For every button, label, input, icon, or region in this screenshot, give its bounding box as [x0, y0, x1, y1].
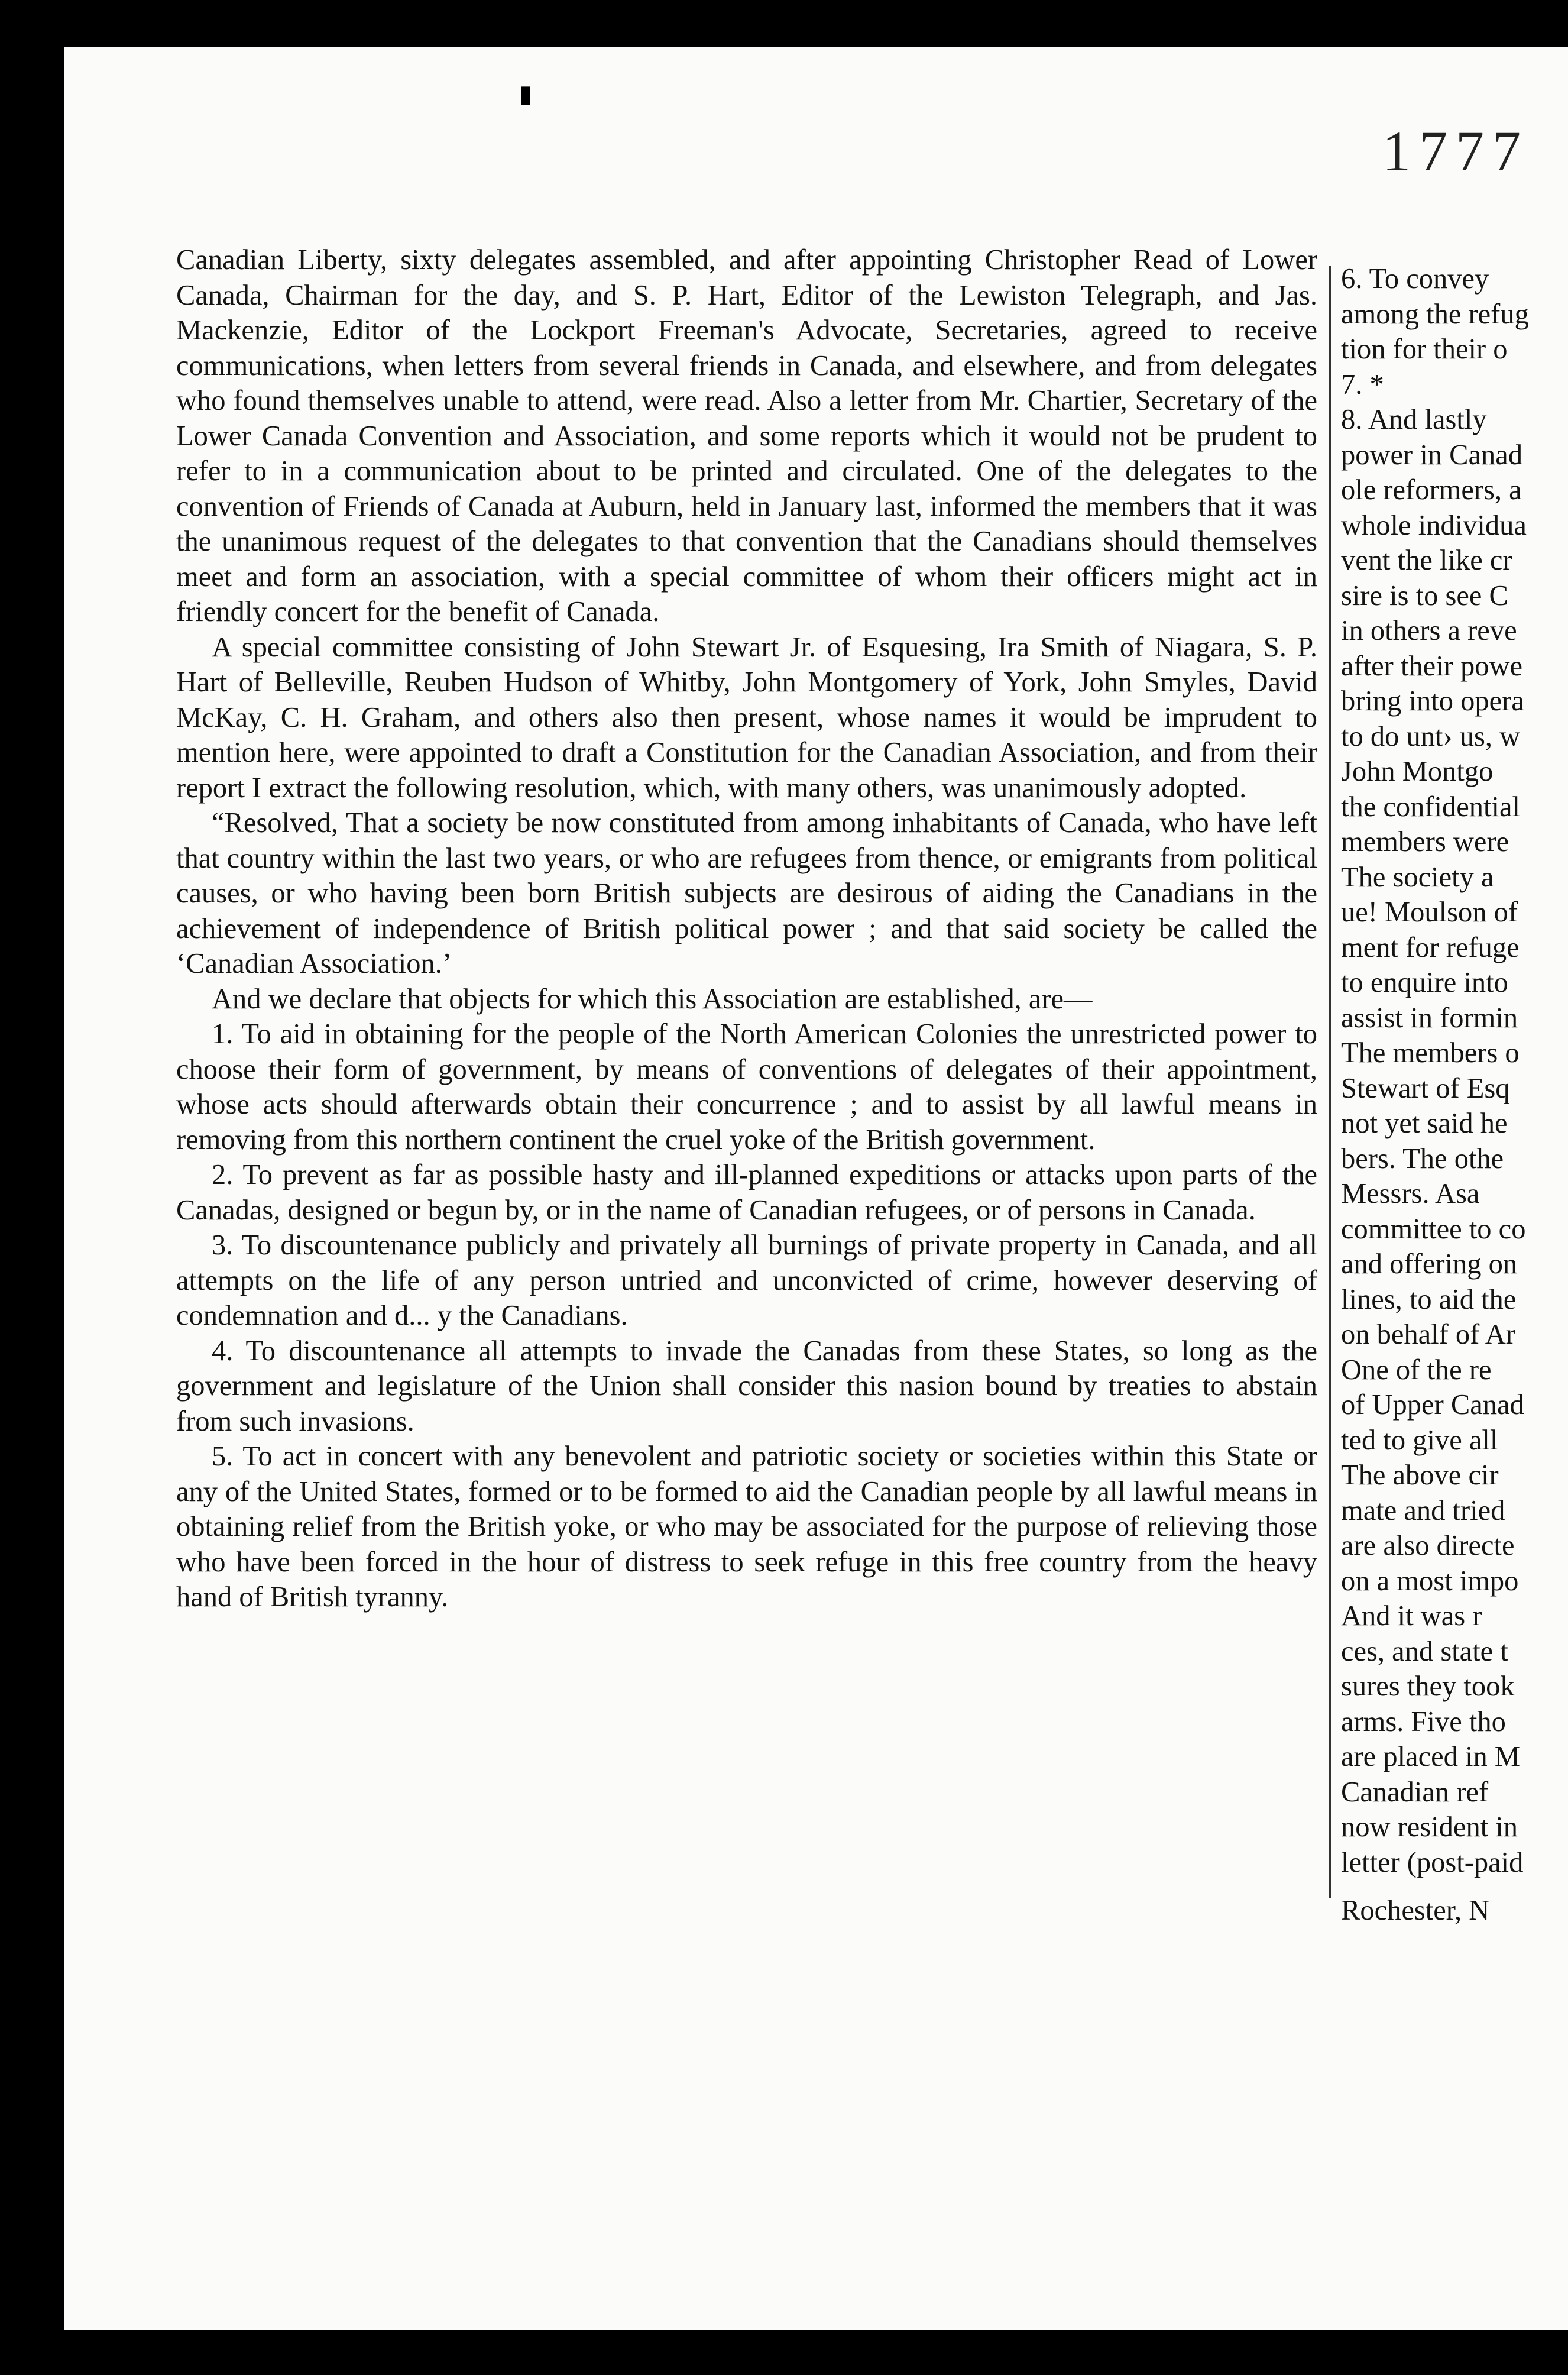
right-line: One of the re: [1341, 1354, 1492, 1386]
paragraph-intro: Canadian Liberty, sixty delegates assembled, and after appointing Christopher Read of Lower Canada, Chairman for the day, and S. P. Hart, Editor of the Lewiston Telegraph, and Jas. Mackenzie, Editor of the Lockport Freeman's Advocate, Secretaries, agreed to receive communications, when letters from several friends in Canada, and elsewhere, and from delegates who found themselves unable to attend, were read. Also a letter from Mr. Chartier, Secretary of the Lower Canada Convention and Association, and some reports which it would not be prudent to refer to in a communication about to be printed and circulated. One of the delegates to the convention of Friends of Canada at Auburn, held in January last, informed the members that it was the unanimous request of the delegates to that convention that the Canadians should themselves meet and form an association, with a special committee of whom their officers might act in friendly concert for the benefit of Canada.: [176, 244, 1317, 627]
right-line: whole individua: [1341, 509, 1527, 541]
column-divider: [1329, 266, 1331, 1898]
right-line: bring into opera: [1341, 685, 1524, 717]
right-line: assist in formin: [1341, 1002, 1518, 1034]
right-line: John Montgo: [1341, 756, 1494, 787]
paragraph-object-3: 3. To discountenance publicly and privately all burnings of private property in Canada, and all attempts on the life of any person untried and unconvicted of crime, however deserving of condemnation and d... y the Canadians.: [176, 1229, 1317, 1331]
right-line: Messrs. Asa: [1341, 1178, 1480, 1209]
paragraph-object-4: 4. To discountenance all attempts to invade the Canadas from these States, so long as the government and legislature of the Union shall consider this nasion bound by treaties to abstain from such invasions.: [176, 1335, 1317, 1437]
right-line: 6. To convey: [1341, 263, 1489, 295]
right-line: Canadian ref: [1341, 1776, 1489, 1808]
right-line: are placed in M: [1341, 1741, 1520, 1772]
paragraph-declaration: And we declare that objects for which this Association are established, are—: [212, 983, 1093, 1015]
right-line: the confidential: [1341, 791, 1521, 823]
paragraph-resolution: “Resolved, That a society be now constituted from among inhabitants of Canada, who have left that country within the last two years, or who are refugees from thence, or emigrants from political causes, or who having been born British subjects are desirous of aiding the Canadians in the achievement of independence of British political power ; and that said society be called the ‘Canadian Association.’: [176, 807, 1317, 979]
right-line: ces, and state t: [1341, 1635, 1508, 1667]
right-line: to enquire into: [1341, 967, 1508, 998]
right-line: on a most impo: [1341, 1565, 1519, 1597]
right-line-signature: Rochester, N: [1341, 1895, 1490, 1926]
line-gap: [1341, 1880, 1568, 1893]
right-line: on behalf of Ar: [1341, 1319, 1515, 1350]
right-line: The members o: [1341, 1037, 1520, 1069]
right-line: now resident in: [1341, 1811, 1518, 1843]
right-line: members were: [1341, 826, 1509, 858]
right-line: The society a: [1341, 861, 1494, 893]
scan-border-bottom: [0, 2330, 1568, 2375]
paragraph-object-1: 1. To aid in obtaining for the people of the North American Colonies the unrestricted power to choose their form of government, by means of conventions of delegates of their appointment, whose acts should afterwards obtain their concurrence ; and to assist by all lawful means in removing from this northern continent the cruel yoke of the British government.: [176, 1018, 1317, 1156]
right-column: [1341, 261, 1568, 1929]
right-line: letter (post-paid: [1341, 1846, 1524, 1878]
right-line: mate and tried: [1341, 1494, 1505, 1526]
right-line: sures they took: [1341, 1671, 1515, 1702]
right-line: ue! Moulson of: [1341, 897, 1518, 928]
paragraph-object-5: 5. To act in concert with any benevolent and patriotic society or societies within this State or any of the United States, formed or to be formed to aid the Canadian people by all lawful means in obtaining relief from the British yoke, or who may be associated for the purpose of relieving those who have been forced in the hour of distress to seek refuge in this free country from the heavy hand of British tyranny.: [176, 1441, 1317, 1613]
left-column: [176, 242, 1317, 1615]
right-line: ole reformers, a: [1341, 474, 1522, 506]
right-line: and offering on: [1341, 1248, 1518, 1280]
right-line: are also directe: [1341, 1530, 1515, 1561]
right-line: Stewart of Esq: [1341, 1072, 1510, 1104]
right-line: 7. *: [1341, 368, 1384, 400]
right-line: lines, to aid the: [1341, 1283, 1517, 1315]
right-line: 8. And lastly: [1341, 404, 1487, 435]
right-line: among the refug: [1341, 298, 1529, 330]
right-line: ted to give all: [1341, 1424, 1498, 1456]
right-line: tion for their o: [1341, 334, 1508, 365]
right-line: The above cir: [1341, 1460, 1499, 1491]
right-line: in others a reve: [1341, 615, 1517, 646]
paragraph-object-2: 2. To prevent as far as possible hasty and ill-planned expeditions or attacks upon parts of the Canadas, designed or begun by, or in the name of Canadian refugees, or of persons in Canada.: [176, 1159, 1317, 1226]
right-line: not yet said he: [1341, 1108, 1508, 1139]
document-page: [64, 47, 1568, 2330]
right-line: ment for refuge: [1341, 931, 1520, 963]
printer-mark: ▮: [519, 80, 533, 107]
right-line: of Upper Canad: [1341, 1389, 1524, 1421]
right-line: vent the like cr: [1341, 545, 1512, 576]
right-line: sire is to see C: [1341, 580, 1508, 611]
right-line: bers. The othe: [1341, 1143, 1504, 1174]
paragraph-committee: A special committee consisting of John Stewart Jr. of Esquesing, Ira Smith of Niagara, S. P. Hart of Belleville, Reuben Hudson of Whitby, John Montgomery of York, John Smyles, David McKay, C. H. Graham, and others also then present, whose names it would be imprudent to mention here, were appointed to draft a Constitution for the Canadian Association, and from their report I extract the following resolution, which, with many others, was unanimously adopted.: [176, 631, 1317, 804]
right-line: arms. Five tho: [1341, 1706, 1506, 1737]
right-line: committee to co: [1341, 1213, 1526, 1245]
right-line: after their powe: [1341, 650, 1523, 682]
page-number: 1777: [1382, 119, 1529, 183]
right-line: And it was r: [1341, 1600, 1482, 1632]
right-line: power in Canad: [1341, 439, 1523, 471]
right-line: to do unt› us, w: [1341, 720, 1521, 752]
